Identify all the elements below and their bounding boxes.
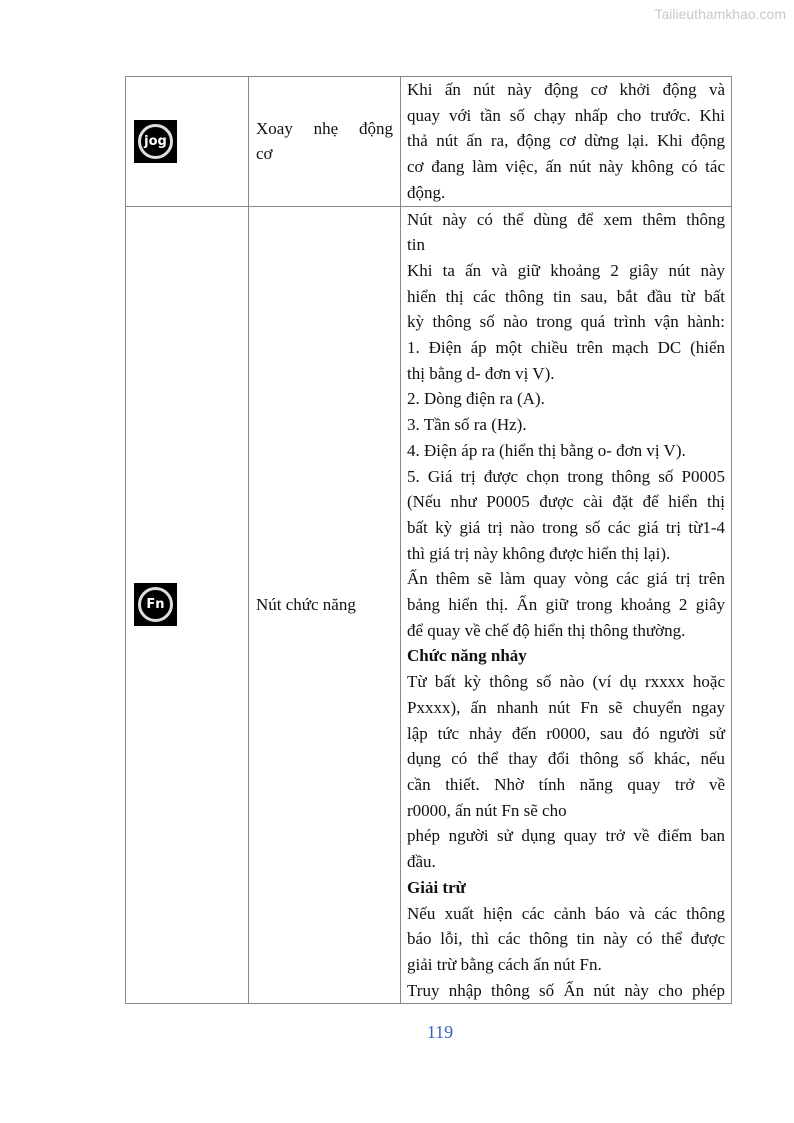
icon-cell — [126, 77, 249, 207]
jog-button-icon — [134, 120, 177, 163]
description-line: bất kỳ giá trị nào trong số các giá trị từ1-4 — [407, 517, 725, 537]
description-line: Nếu xuất hiện các cảnh báo và các thông — [407, 903, 725, 923]
description-line: Pxxxx), ấn nhanh nút Fn sẽ chuyển ngay — [407, 697, 725, 717]
description-line: hiển thị các thông tin sau, bắt đầu từ bất — [407, 286, 725, 306]
description-line: Khi ta ấn và giữ khoảng 2 giây nút này — [407, 260, 725, 280]
button-name-cell — [249, 206, 401, 1004]
description-line: 3. Tần số ra (Hz). — [407, 415, 527, 435]
fn-button-icon — [134, 583, 177, 626]
description-line: 1. Điện áp một chiều trên mạch DC (hiển — [407, 338, 725, 358]
button-name-cell — [249, 77, 401, 207]
description-line: thả nút ấn ra, động cơ dừng lại. Khi động — [407, 131, 725, 151]
description-line: quay với tần số chạy nhấp cho trước. Khi — [407, 105, 725, 125]
description-line: giải trừ bằng cách ấn nút Fn. — [407, 954, 602, 974]
icon-cell — [126, 206, 249, 1004]
description-line: r0000, ấn nút Fn sẽ cho — [407, 800, 567, 820]
page-number: 119 — [426, 1022, 454, 1042]
description-line: 4. Điện áp ra (hiển thị bằng o- đơn vị V). — [407, 440, 686, 460]
description-line: Truy nhập thông số Ấn nút này cho phép — [407, 980, 725, 1000]
icon-label: jog — [138, 124, 173, 159]
description-line: Từ bất kỳ thông số nào (ví dụ rxxxx hoặc — [407, 672, 725, 692]
button-name-line: Xoay nhẹ động — [256, 118, 393, 138]
icon-label: Fn — [138, 587, 173, 622]
description-line: Ấn thêm sẽ làm quay vòng các giá trị trên — [407, 569, 725, 589]
section-heading: Chức năng nhảy — [407, 646, 527, 666]
description-line: Nút này có thể dùng để xem thêm thông — [407, 209, 725, 229]
button-description-table — [125, 76, 732, 1004]
description-line: (Nếu như P0005 được cài đặt để hiển thị — [407, 492, 725, 512]
description-line: đầu. — [407, 852, 436, 872]
table-row — [126, 206, 732, 1004]
description-cell — [401, 206, 732, 1004]
watermark: Tailieuthamkhao.com — [654, 6, 786, 22]
description-line: cơ đang làm việc, ấn nút này không có tác — [407, 157, 725, 177]
description-line: kỳ thông số nào trong quá trình vận hành: — [407, 312, 725, 332]
description-line: báo lỗi, thì các thông tin này có thể được — [407, 929, 725, 949]
description-line: dụng có thể thay đổi thông số khác, nếu — [407, 749, 725, 769]
description-line: 5. Giá trị được chọn trong thông số P0005 — [407, 466, 725, 486]
description-line: phép người sử dụng quay trở về điểm ban — [407, 826, 725, 846]
description-cell — [401, 77, 732, 207]
description-line: tin — [407, 235, 425, 255]
description-line: lập tức nhảy đến r0000, sau đó người sử — [407, 723, 725, 743]
description-line: thị bằng d- đơn vị V). — [407, 363, 555, 383]
button-name-line: cơ — [256, 144, 273, 164]
description-line: cần thiết. Nhờ tính năng quay trở về — [407, 774, 725, 794]
description-line: 2. Dòng điện ra (A). — [407, 389, 545, 409]
button-name-line: Nút chức năng — [256, 595, 356, 615]
description-line: bảng hiển thị. Ấn giữ trong khoảng 2 giây — [407, 595, 725, 615]
description-line: động. — [407, 182, 446, 202]
description-line: để quay về chế độ hiển thị thông thường. — [407, 620, 686, 640]
table-row — [126, 77, 732, 207]
description-line: Khi ấn nút này động cơ khởi động và — [407, 80, 725, 99]
section-heading: Giải trừ — [407, 877, 466, 897]
description-line: thì giá trị này không được hiển thị lại). — [407, 543, 671, 563]
